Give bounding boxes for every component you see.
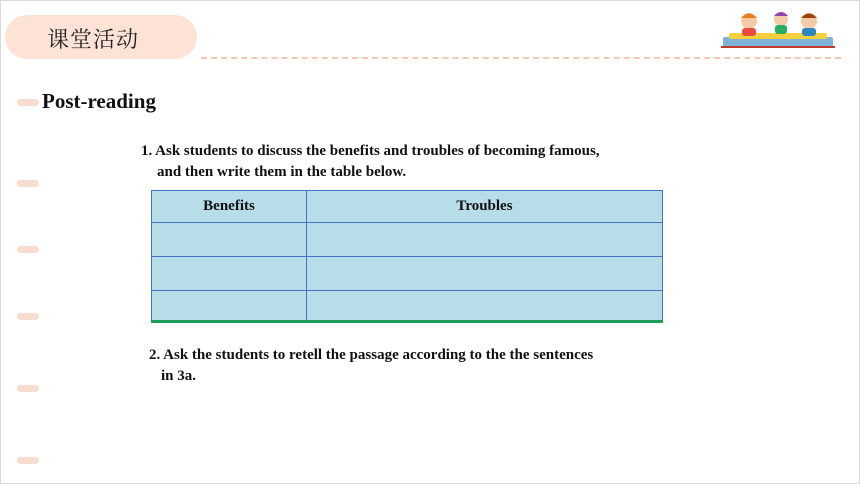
child-body-right bbox=[802, 28, 816, 36]
table-row bbox=[152, 257, 663, 291]
table-cell-benefits bbox=[152, 257, 307, 291]
table-cell-troubles bbox=[307, 223, 663, 257]
column-header-benefits: Benefits bbox=[152, 191, 307, 223]
task-2-line-2: in 3a. bbox=[161, 368, 197, 384]
task-2-line-1: 2. Ask the students to retell the passage according to the the sentences bbox=[149, 347, 594, 363]
child-hair-left bbox=[741, 14, 757, 19]
child-hair-middle bbox=[774, 12, 788, 16]
child-body-left bbox=[742, 28, 756, 36]
benefits-troubles-table bbox=[151, 190, 663, 323]
task-2-instruction bbox=[149, 345, 709, 387]
child-hair-right bbox=[801, 14, 817, 19]
table-cell-troubles bbox=[307, 291, 663, 322]
margin-dot bbox=[17, 246, 39, 253]
header-divider bbox=[201, 57, 841, 59]
table-cell-benefits bbox=[152, 223, 307, 257]
task-1-line-2: and then write them in the table below. bbox=[157, 164, 407, 180]
child-body-middle bbox=[775, 25, 787, 34]
margin-dot bbox=[17, 180, 39, 187]
section-heading: Post-reading bbox=[42, 89, 156, 113]
column-header-troubles: Troubles bbox=[307, 191, 663, 223]
task-1-line-1: 1. Ask students to discuss the benefits and troubles of becoming famous, bbox=[141, 143, 600, 159]
task-1-instruction bbox=[141, 141, 701, 183]
margin-dot bbox=[17, 457, 39, 464]
table-cell-benefits bbox=[152, 291, 307, 322]
margin-dot bbox=[17, 99, 39, 106]
table-header-row bbox=[152, 191, 663, 223]
margin-dot bbox=[17, 385, 39, 392]
children-reading-clipart bbox=[719, 9, 837, 51]
table-cell-troubles bbox=[307, 257, 663, 291]
table-row bbox=[152, 291, 663, 322]
slide-title: 课堂活动 bbox=[47, 28, 140, 53]
table-row bbox=[152, 223, 663, 257]
margin-dot bbox=[17, 313, 39, 320]
